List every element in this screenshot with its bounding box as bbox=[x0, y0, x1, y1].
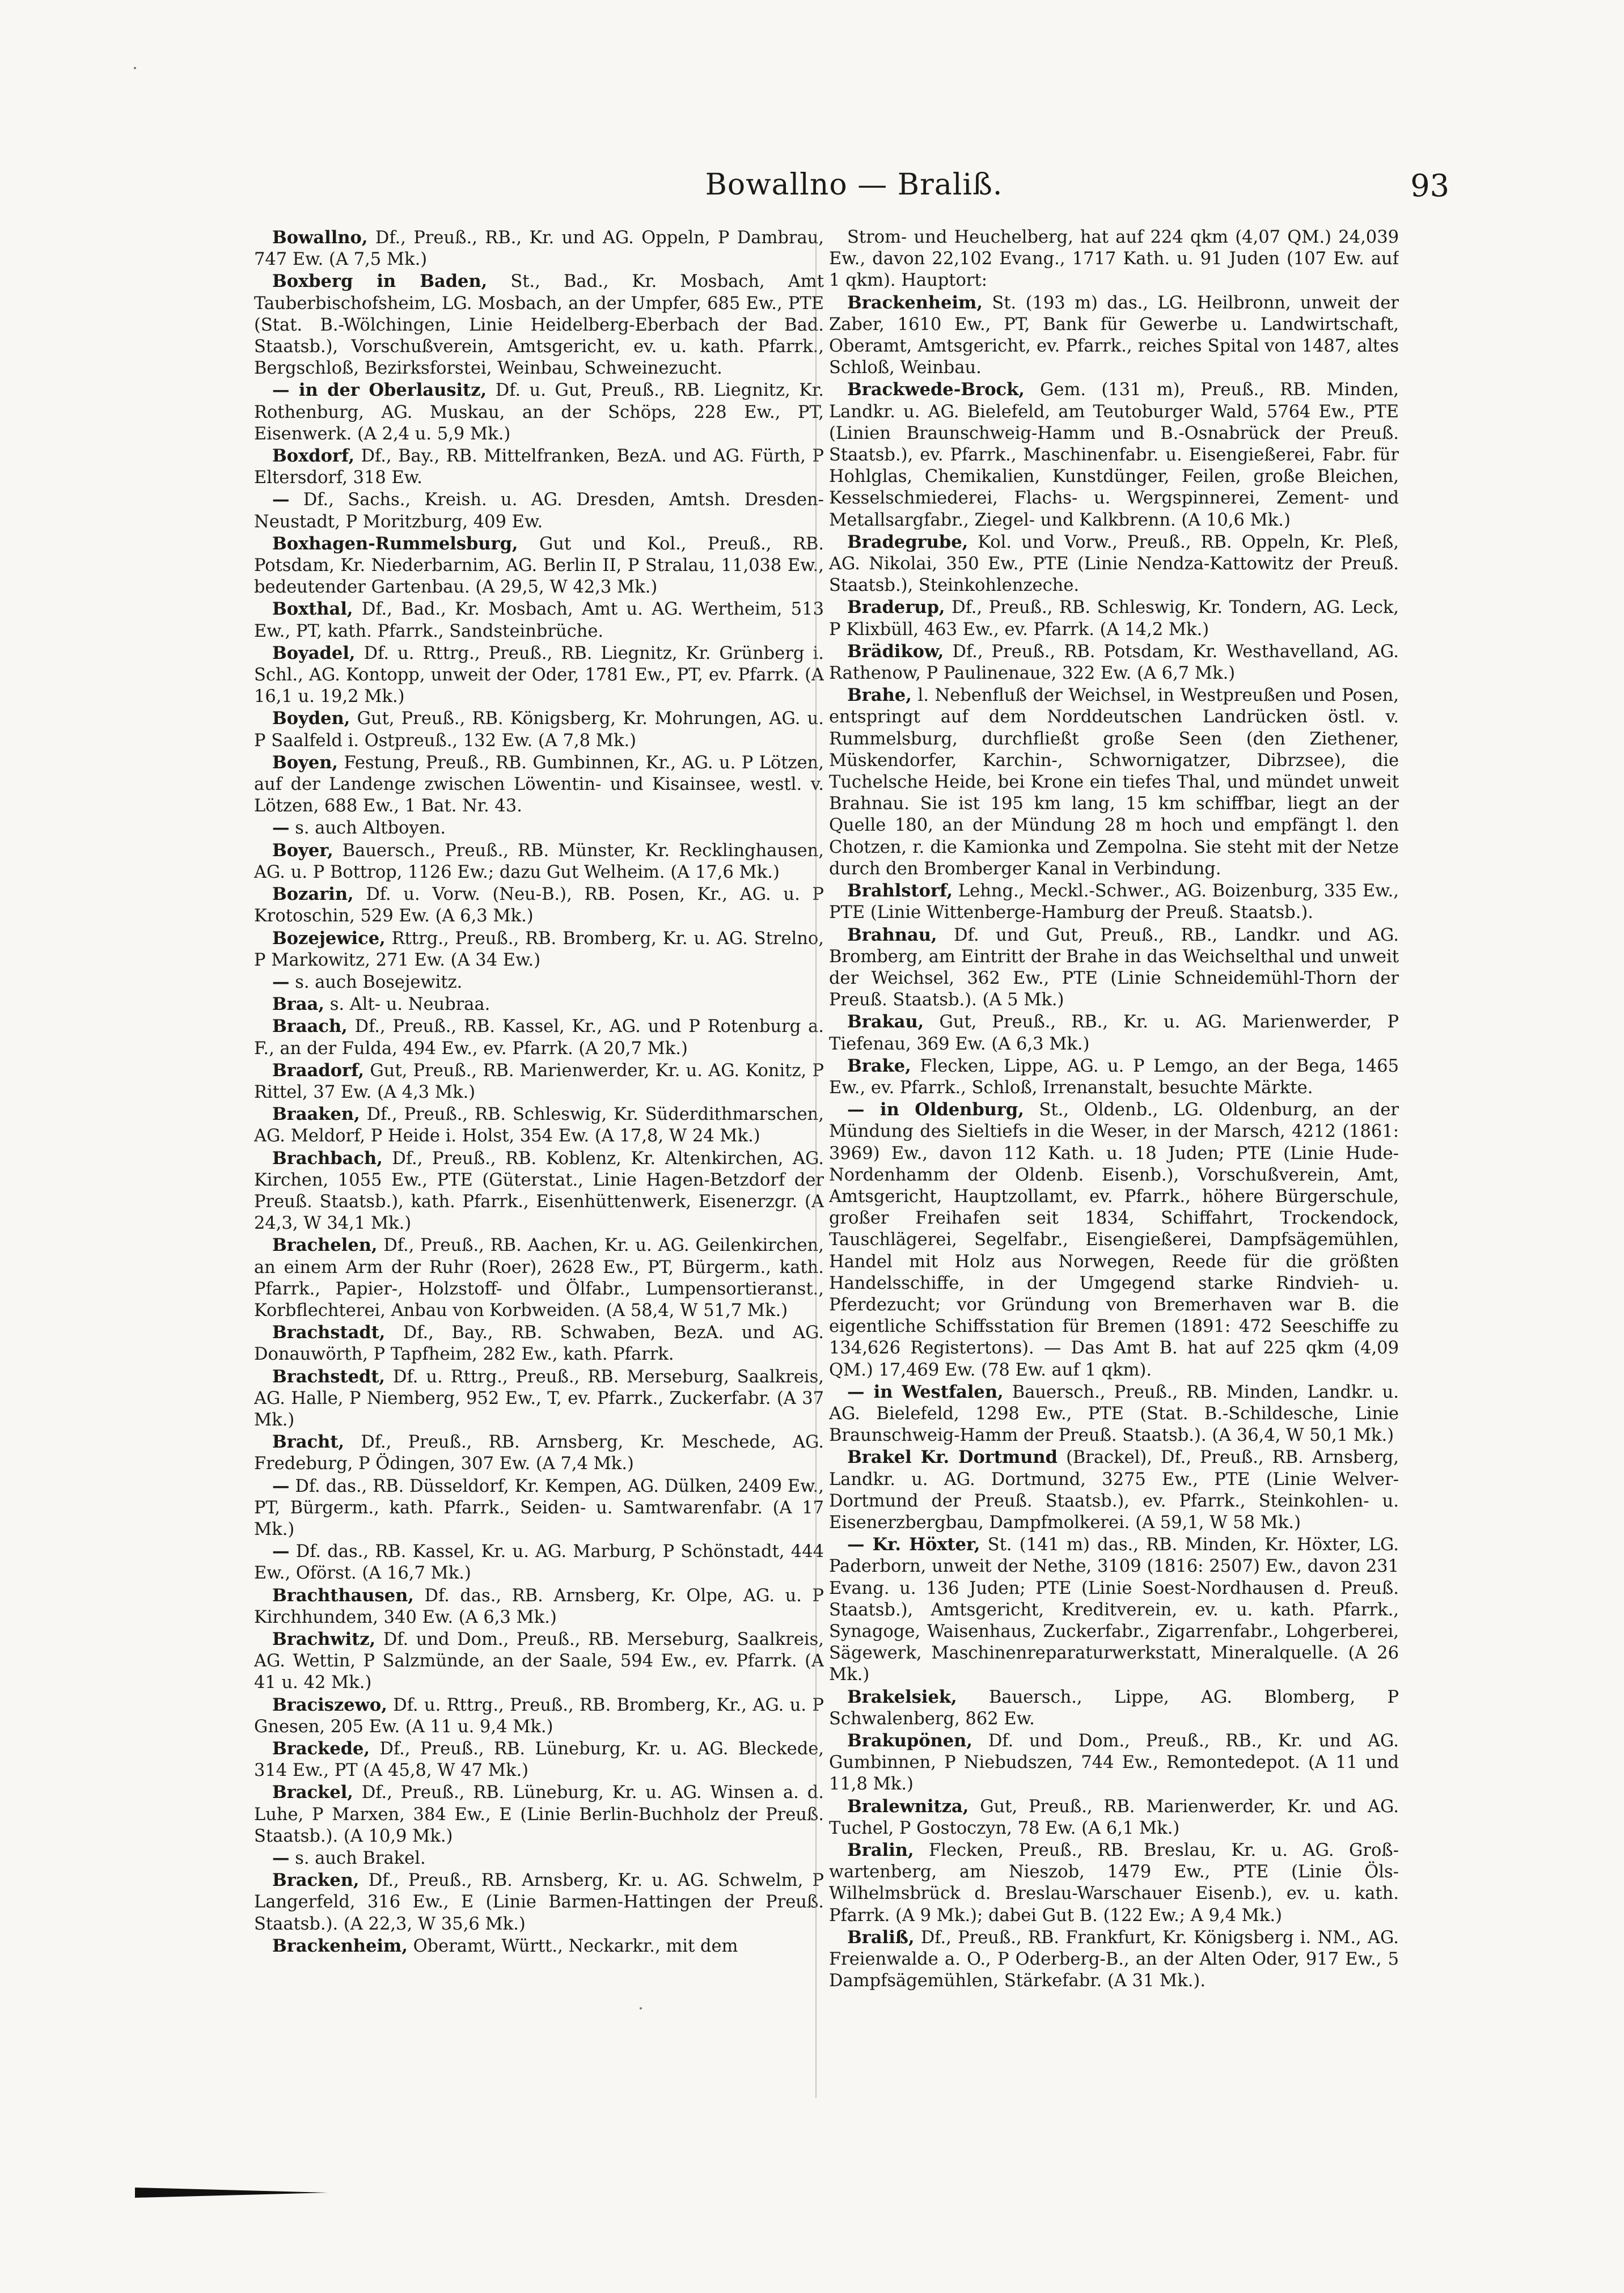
column-divider bbox=[815, 232, 817, 2098]
entry-headword: Brakel Kr. Dortmund bbox=[847, 1447, 1058, 1468]
dictionary-entry bbox=[829, 227, 1399, 292]
entry-headword: — bbox=[272, 1541, 290, 1562]
entry-headword: Brakupönen, bbox=[847, 1731, 972, 1752]
dictionary-entry bbox=[829, 924, 1399, 1012]
entry-headword: Boyen, bbox=[272, 752, 339, 773]
entry-text: Lehng., Meckl.-Schwer., AG. Boizenburg, 335 Ew., PTE (Linie Wittenberge-Hamburg der Preuß. Staatsb.). bbox=[829, 881, 1399, 923]
dictionary-entry bbox=[829, 1381, 1399, 1447]
entry-headword: Bracht, bbox=[272, 1432, 345, 1453]
entry-headword: Bracken, bbox=[272, 1870, 360, 1891]
pen-mark bbox=[135, 2188, 328, 2198]
entry-text: Gut, Preuß., RB. Marienwerder, Kr. und AG. Tuchel, P Gostoczyn, 78 Ew. (A 6,1 Mk.) bbox=[829, 1796, 1399, 1838]
entry-text: s. auch Brakel. bbox=[289, 1848, 426, 1869]
entry-headword: Brachthausen, bbox=[272, 1585, 414, 1606]
dictionary-entry bbox=[254, 1541, 824, 1584]
entry-headword: Brahnau, bbox=[847, 924, 937, 945]
entry-text: Flecken, Preuß., RB. Breslau, Kr. u. AG. Groß-wartenberg, am Nieszob, 1479 Ew., PTE (Linie Öls-Wilhelmsbrück d. Breslau-Warschauer Eisenb.), ev. u. kath. Pfarrk. (A 9 Mk.); dabei Gut B. (122 Ew.; A 9,4 Mk.) bbox=[829, 1841, 1399, 1926]
dictionary-entry bbox=[254, 971, 824, 993]
entry-headword: Boxthal, bbox=[272, 599, 353, 620]
dictionary-entry bbox=[829, 684, 1399, 880]
entry-text: Df., Preuß., RB. Arnsberg, Kr. Meschede, AG. Fredeburg, P Ödingen, 307 Ew. (A 7,4 Mk.) bbox=[254, 1432, 824, 1474]
dictionary-entry bbox=[829, 379, 1399, 531]
entry-text: s. Alt- u. Neubraa. bbox=[324, 995, 490, 1015]
dictionary-entry bbox=[254, 1738, 824, 1782]
dictionary-entry bbox=[829, 1534, 1399, 1686]
entry-headword: Bralewnitza, bbox=[847, 1796, 969, 1817]
entry-text: Df. und Dom., Preuß., RB., Kr. und AG. Gumbinnen, P Niebudszen, 744 Ew., Remontedepot. (A 11 und 11,8 Mk.) bbox=[829, 1731, 1399, 1795]
entry-headword: Braaken, bbox=[272, 1104, 360, 1125]
dictionary-entry bbox=[254, 533, 824, 599]
entry-headword: Boyden, bbox=[272, 708, 350, 729]
entry-text: Df. und Gut, Preuß., RB., Landkr. und AG. Bromberg, am Eintritt der Brahe in das Weichselthal und unweit der Weichsel, 362 Ew., PTE (Linie Schneidemühl-Thorn der Preuß. Staatsb.). (A 5 Mk.) bbox=[829, 925, 1399, 1010]
entry-text: Df. u. Vorw. (Neu-B.), RB. Posen, Kr., AG. u. P Krotoschin, 529 Ew. (A 6,3 Mk.) bbox=[254, 885, 824, 926]
entry-headword: Braa, bbox=[272, 994, 324, 1015]
dictionary-entry bbox=[829, 1839, 1399, 1927]
entry-text: Df. u. Rttrg., Preuß., RB. Bromberg, Kr., AG. u. P Gnesen, 205 Ew. (A 11 u. 9,4 Mk.) bbox=[254, 1695, 824, 1737]
dictionary-entry bbox=[254, 1694, 824, 1738]
entry-text: Df., Preuß., RB. Potsdam, Kr. Westhavelland, AG. Rathenow, P Paulinenaue, 322 Ew. (A 6,7 Mk.) bbox=[829, 641, 1399, 684]
entry-headword: Brachstedt, bbox=[272, 1366, 386, 1387]
dictionary-entry bbox=[254, 1628, 824, 1694]
dictionary-entry bbox=[254, 993, 824, 1016]
entry-text: Gut, Preuß., RB., Kr. u. AG. Marienwerder, P Tiefenau, 369 Ew. (A 6,3 Mk.) bbox=[829, 1012, 1399, 1054]
dictionary-entry bbox=[254, 928, 824, 971]
entry-text: Gem. (131 m), Preuß., RB. Minden, Landkr. u. AG. Bielefeld, am Teutoburger Wald, 5764 Ew., PTE (Linien Braunschweig-Hamm und B.-Osnabrück der Preuß. Staatsb.), ev. Pfarrk., Maschinenfabr. u. Eisengießerei, Fabr. für Hohlglas, Chemikalien, Kunstdünger, Feilen, große Bleichen, Kesselschmiederei, Flachs- u. Wergspinnerei, Zement- und Metallsargfabr., Ziegel- und Kalkbrenn. (A 10,6 Mk.) bbox=[829, 380, 1399, 530]
entry-headword: Brackenheim, bbox=[847, 292, 983, 313]
entry-headword: Brachbach, bbox=[272, 1148, 383, 1169]
dictionary-entry bbox=[829, 1927, 1399, 1992]
dictionary-entry bbox=[254, 1322, 824, 1365]
entry-text: Df., Bay., RB. Mittelfranken, BezA. und AG. Fürth, P Eltersdorf, 318 Ew. bbox=[254, 446, 824, 488]
entry-headword: — in der Oberlausitz, bbox=[272, 380, 487, 401]
dictionary-entry bbox=[254, 1869, 824, 1935]
entry-headword: Boxhagen-Rummelsburg, bbox=[272, 533, 518, 554]
entry-text: Df., Preuß., RB. Frankfurt, Kr. Königsberg i. NM., AG. Freienwalde a. O., P Oderberg-B., an der Alten Oder, 917 Ew., 5 Dampfsägemühlen, Stärkefabr. (A 31 Mk.). bbox=[829, 1927, 1399, 1991]
entry-text: s. auch Bosejewitz. bbox=[289, 972, 463, 992]
dictionary-entry bbox=[254, 227, 824, 270]
entry-text: Df. das., RB. Kassel, Kr. u. AG. Marburg, P Schönstadt, 444 Ew., Oförst. (A 16,7 Mk.) bbox=[254, 1542, 824, 1584]
entry-text: Df., Bad., Kr. Mosbach, Amt u. AG. Wertheim, 513 Ew., PT, kath. Pfarrk., Sandsteinbrüche. bbox=[254, 599, 824, 641]
entry-headword: Bradegrube, bbox=[847, 531, 969, 552]
dictionary-entry bbox=[254, 1782, 824, 1847]
dictionary-entry bbox=[829, 641, 1399, 684]
entry-headword: — bbox=[272, 1848, 290, 1869]
dictionary-entry bbox=[254, 840, 824, 883]
entry-headword: Boyadel, bbox=[272, 642, 356, 663]
entry-headword: — bbox=[272, 818, 290, 839]
dictionary-entry bbox=[254, 642, 824, 708]
entry-headword: Boyer, bbox=[272, 840, 333, 861]
entry-headword: Brackel, bbox=[272, 1782, 353, 1803]
entry-text: Bauersch., Preuß., RB. Münster, Kr. Recklinghausen, AG. u. P Bottrop, 1126 Ew.; dazu Gut Welheim. (A 17,6 Mk.) bbox=[254, 840, 824, 882]
entry-text: Df., Sachs., Kreish. u. AG. Dresden, Amtsh. Dresden-Neustadt, P Moritzburg, 409 Ew. bbox=[254, 490, 824, 532]
dictionary-entry bbox=[254, 1234, 824, 1322]
entry-text: Df. u. Rttrg., Preuß., RB. Liegnitz, Kr. Grünberg i. Schl., AG. Kontopp, unweit der Oder, 1781 Ew., PT, ev. Pfarrk. (A 16,1 u. 19,2 Mk.) bbox=[254, 643, 824, 707]
dictionary-entry bbox=[254, 1103, 824, 1147]
entry-text: Df. das., RB. Arnsberg, Kr. Olpe, AG. u. P Kirchhundem, 340 Ew. (A 6,3 Mk.) bbox=[254, 1585, 824, 1627]
entry-headword: Brakelsiek, bbox=[847, 1686, 957, 1707]
dictionary-entry bbox=[254, 489, 824, 532]
dictionary-entry bbox=[829, 1686, 1399, 1730]
dictionary-entry bbox=[254, 1060, 824, 1103]
dictionary-entry bbox=[254, 708, 824, 751]
dictionary-entry bbox=[254, 1148, 824, 1235]
dictionary-entry bbox=[829, 531, 1399, 597]
entry-headword: — Kr. Höxter, bbox=[847, 1534, 980, 1555]
entry-text: Kol. und Vorw., Preuß., RB. Oppeln, Kr. Pleß, AG. Nikolai, 350 Ew., PTE (Linie Nendza-Kattowitz der Preuß. Staatsb.), Steinkohlenzeche. bbox=[829, 532, 1399, 596]
entry-text: Gut, Preuß., RB. Marienwerder, Kr. u. AG. Konitz, P Rittel, 37 Ew. (A 4,3 Mk.) bbox=[254, 1060, 824, 1102]
dictionary-entry bbox=[254, 817, 824, 839]
entry-text: Df., Preuß., RB. Aachen, Kr. u. AG. Geilenkirchen, an einem Arm der Ruhr (Roer), 2628 Ew., PT, Bürgerm., kath. Pfarrk., Papier-, Holzstoff- und Ölfabr., Lumpensortieranst., Korbflechterei, Anbau von Korbweiden. (A 58,4, W 51,7 Mk.) bbox=[254, 1236, 824, 1321]
dictionary-entry bbox=[254, 1431, 824, 1475]
dictionary-entry bbox=[829, 1099, 1399, 1381]
entry-headword: Brachwitz, bbox=[272, 1629, 376, 1649]
dictionary-entry bbox=[829, 1055, 1399, 1099]
dictionary-entry bbox=[254, 1847, 824, 1869]
entry-text: St., Oldenb., LG. Oldenburg, an der Mündung des Sieltiefs in die Weser, in der Marsch, 4212 (1861: 3969) Ew., davon 112 Kath. u. 18 Juden; PTE (Linie Hude-Nordenhamm der Oldenb. Eisenb.), Vorschußverein, Amt, Amtsgericht, Hauptzollamt, ev. Pfarrk., höhere Bürgerschule, großer Freihafen seit 1834, Schiffahrt, Trockendock, Tauschlägerei, Segelfabr., Eisengießerei, Dampfsägemühlen, Handel mit Holz aus Norwegen, Reede für die größten Handelsschiffe, in der Umgegend starke Rindvieh- u. Pferdezucht; vor Gründung von Bremerhaven war B. die eigentliche Schiffsstation für Bremen (1891: 472 Seeschiffe zu 134,626 Registertons). — Das Amt B. hat auf 225 qkm (4,09 QM.) 17,469 Ew. (78 Ew. auf 1 qkm). bbox=[829, 1100, 1399, 1380]
dictionary-entry bbox=[254, 752, 824, 818]
entry-headword: Brachelen, bbox=[272, 1235, 378, 1256]
entry-headword: Brake, bbox=[847, 1055, 911, 1076]
entry-text: Flecken, Lippe, AG. u. P Lemgo, an der Bega, 1465 Ew., ev. Pfarrk., Schloß, Irrenanstalt, besuchte Märkte. bbox=[829, 1056, 1399, 1098]
speck bbox=[640, 2007, 642, 2009]
right-column bbox=[829, 227, 1399, 2166]
page-header bbox=[259, 168, 1449, 213]
dictionary-entry bbox=[254, 1366, 824, 1432]
entry-headword: Brakau, bbox=[847, 1012, 924, 1033]
dictionary-entry bbox=[829, 1446, 1399, 1534]
entry-text: St. (141 m) das., RB. Minden, Kr. Höxter, LG. Paderborn, unweit der Nethe, 3109 (1816: 2507) Ew., davon 231 Evang. u. 136 Juden; PTE (Linie Soest-Nordhausen d. Preuß. Staatsb.), Amtsgericht, Kreditverein, ev. u. kath. Pfarrk., Synagoge, Waisenhaus, Zuckerfabr., Zigarrenfabr., Lohgerberei, Sägewerk, Maschinenreparaturwerkstatt, Mineralquelle. (A 26 Mk.) bbox=[829, 1535, 1399, 1685]
entry-headword: Braach, bbox=[272, 1016, 348, 1037]
dictionary-entry bbox=[829, 880, 1399, 924]
entry-headword: Boxberg in Baden, bbox=[272, 271, 488, 292]
entry-text: Df. und Dom., Preuß., RB. Merseburg, Saalkreis, AG. Wettin, P Salzmünde, an der Saale, 594 Ew., ev. Pfarrk. (A 41 u. 42 Mk.) bbox=[254, 1630, 824, 1693]
speck bbox=[134, 67, 136, 69]
dictionary-entry bbox=[254, 270, 824, 379]
entry-text: Df., Preuß., RB. Schleswig, Kr. Tondern, AG. Leck, P Klixbüll, 463 Ew., ev. Pfarrk. (A 14,2 Mk.) bbox=[829, 598, 1399, 640]
entry-headword: Brackenheim, bbox=[272, 1935, 408, 1956]
entry-text: St. (193 m) das., LG. Heilbronn, unweit der Zaber, 1610 Ew., PT, Bank für Gewerbe u. Landwirtschaft, Oberamt, Amtsgericht, ev. Pfarrk., reiches Spital von 1487, altes Schloß, Weinbau. bbox=[829, 293, 1399, 378]
entry-text: Df., Preuß., RB. Koblenz, Kr. Altenkirchen, AG. Kirchen, 1055 Ew., PTE (Güterstat., Linie Hagen-Betzdorf der Preuß. Staatsb.), kath. Pfarrk., Eisenhüttenwerk, Eisenerzgr. (A 24,3, W 34,1 Mk.) bbox=[254, 1148, 824, 1234]
entry-text: Bauersch., Preuß., RB. Minden, Landkr. u. AG. Bielefeld, 1298 Ew., PTE (Stat. B.-Schildesche, Linie Braunschweig-Hamm der Preuß. Staatsb.). (A 36,4, W 50,1 Mk.) bbox=[829, 1382, 1399, 1446]
entry-text: Rttrg., Preuß., RB. Bromberg, Kr. u. AG. Strelno, P Markowitz, 271 Ew. (A 34 Ew.) bbox=[254, 928, 824, 970]
entry-headword: Bozejewice, bbox=[272, 928, 386, 949]
entry-text: (Brackel), Df., Preuß., RB. Arnsberg, Landkr. u. AG. Dortmund, 3275 Ew., PTE (Linie Welver-Dortmund der Preuß. Staatsb.), ev. Pfarrk., Steinkohlen- u. Eisenerzbergbau, Dampfmolkerei. (A 59,1, W 58 Mk.) bbox=[829, 1448, 1399, 1533]
entry-headword: Brahlstorf, bbox=[847, 881, 953, 902]
entry-text: Gut und Kol., Preuß., RB. Potsdam, Kr. Niederbarnim, AG. Berlin II, P Stralau, 11,038 Ew., bedeutender Gartenbau. (A 29,5, W 42,3 Mk.) bbox=[254, 534, 824, 598]
entry-headword: — bbox=[272, 489, 290, 510]
entry-text: Df. das., RB. Düsseldorf, Kr. Kempen, AG. Dülken, 2409 Ew., PT, Bürgerm., kath. Pfarrk., Seiden- u. Samtwarenfabr. (A 17 Mk.) bbox=[254, 1476, 824, 1539]
dictionary-entry bbox=[254, 1935, 824, 1957]
entry-headword: Brackwede-Brock, bbox=[847, 379, 1025, 400]
page-number: 93 bbox=[1410, 168, 1449, 204]
running-title: Bowallno — Braliß. bbox=[705, 168, 1003, 202]
entry-headword: Bowallno, bbox=[272, 227, 368, 248]
entry-text: Gut, Preuß., RB. Königsberg, Kr. Mohrungen, AG. u. P Saalfeld i. Ostpreuß., 132 Ew. (A 7,8 Mk.) bbox=[254, 709, 824, 751]
entry-headword: Bozarin, bbox=[272, 884, 354, 905]
entry-text: s. auch Altboyen. bbox=[289, 818, 446, 839]
dictionary-entry bbox=[254, 598, 824, 642]
entry-headword: Braliß, bbox=[847, 1927, 915, 1948]
entry-headword: Brahe, bbox=[847, 685, 912, 706]
entry-headword: Bralin, bbox=[847, 1840, 914, 1861]
entry-headword: Braadorf, bbox=[272, 1060, 365, 1081]
entry-text: Strom- und Heuchelberg, hat auf 224 qkm (4,07 QM.) 24,039 Ew., davon 22,102 Evang., 1717 Kath. u. 91 Juden (107 Ew. auf 1 qkm). Hauptort: bbox=[829, 227, 1399, 291]
dictionary-entry bbox=[254, 379, 824, 445]
dictionary-entry bbox=[254, 1016, 824, 1059]
entry-headword: — in Oldenburg, bbox=[847, 1099, 1024, 1120]
dictionary-entry bbox=[254, 883, 824, 927]
entry-text: Oberamt, Württ., Neckarkr., mit dem bbox=[407, 1936, 738, 1956]
entry-text: Df. u. Gut, Preuß., RB. Liegnitz, Kr. Rothenburg, AG. Muskau, an der Schöps, 228 Ew., PT, Eisenwerk. (A 2,4 u. 5,9 Mk.) bbox=[254, 380, 824, 444]
entry-text: l. Nebenfluß der Weichsel, in Westpreußen und Posen, entspringt auf dem Norddeutschen Landrücken östl. v. Rummelsburg, durchfließt große Seen (den Ziethener, Müskendorfer, Karchin-, Schwornigatzer, Dibrzsee), die Tuchelsche Heide, bei Krone ein tiefes Thal, und mündet unweit Brahnau. Sie ist 195 km lang, 15 km schiffbar, liegt an der Quelle 180, an der Mündung 28 m hoch und empfängt l. den Chotzen, r. die Kamionka und Zempolna. Sie steht mit der Netze durch den Bromberger Kanal in Verbindung. bbox=[829, 686, 1399, 879]
entry-text: Festung, Preuß., RB. Gumbinnen, Kr., AG. u. P Lötzen, auf der Landenge zwischen Löwentin- und Kisainsee, westl. v. Lötzen, 688 Ew., 1 Bat. Nr. 43. bbox=[254, 752, 824, 816]
entry-headword: — bbox=[272, 971, 290, 992]
entry-text: Df., Preuß., RB. Lüneburg, Kr. u. AG. Winsen a. d. Luhe, P Marxen, 384 Ew., E (Linie Berlin-Buchholz der Preuß. Staatsb.). (A 10,9 Mk.) bbox=[254, 1783, 824, 1846]
dictionary-entry bbox=[254, 445, 824, 489]
entry-headword: Brackede, bbox=[272, 1738, 370, 1759]
entry-headword: Brädikow, bbox=[847, 641, 944, 662]
dictionary-entry bbox=[829, 292, 1399, 379]
entry-text: Df., Preuß., RB. Arnsberg, Kr. u. AG. Schwelm, P Langerfeld, 316 Ew., E (Linie Barmen-Hattingen der Preuß. Staatsb.). (A 22,3, W 35,6 Mk.) bbox=[254, 1871, 824, 1934]
dictionary-entry bbox=[254, 1585, 824, 1628]
entry-text: Df., Preuß., RB. Schleswig, Kr. Süderdithmarschen, AG. Meldorf, P Heide i. Holst, 354 Ew. (A 17,8, W 24 Mk.) bbox=[254, 1105, 824, 1146]
entry-headword: — in Westfalen, bbox=[847, 1381, 1004, 1402]
entry-text: Bauersch., Lippe, AG. Blomberg, P Schwalenberg, 862 Ew. bbox=[829, 1687, 1399, 1729]
entry-text: St., Bad., Kr. Mosbach, Amt Tauberbischofsheim, LG. Mosbach, an der Umpfer, 685 Ew., PTE (Stat. B.-Wölchingen, Linie Heidelberg-Eberbach der Bad. Staatsb.), Vorschußverein, Amtsgericht, ev. u. kath. Pfarrk., Bergschloß, Bezirksforstei, Weinbau, Schweinezucht. bbox=[254, 272, 824, 379]
dictionary-entry bbox=[829, 596, 1399, 640]
dictionary-entry bbox=[254, 1475, 824, 1541]
dictionary-entry bbox=[829, 1011, 1399, 1055]
entry-headword: — bbox=[272, 1475, 290, 1496]
entry-headword: Braciszewo, bbox=[272, 1694, 387, 1715]
entry-text: Df., Bay., RB. Schwaben, BezA. und AG. Donauwörth, P Tapfheim, 282 Ew., kath. Pfarrk. bbox=[254, 1323, 824, 1365]
entry-text: Df., Preuß., RB. Lüneburg, Kr. u. AG. Bleckede, 314 Ew., PT (A 45,8, W 47 Mk.) bbox=[254, 1739, 824, 1781]
dictionary-entry bbox=[829, 1796, 1399, 1839]
entry-text: Df., Preuß., RB., Kr. und AG. Oppeln, P Dambrau, 747 Ew. (A 7,5 Mk.) bbox=[254, 228, 824, 270]
entry-text: Df., Preuß., RB. Kassel, Kr., AG. und P Rotenburg a. F., an der Fulda, 494 Ew., ev. Pfarrk. (A 20,7 Mk.) bbox=[254, 1017, 824, 1059]
entry-headword: Boxdorf, bbox=[272, 446, 355, 467]
dictionary-entry bbox=[829, 1730, 1399, 1796]
entry-text: Df. u. Rttrg., Preuß., RB. Merseburg, Saalkreis, AG. Halle, P Niemberg, 952 Ew., T, ev. Pfarrk., Zuckerfabr. (A 37 Mk.) bbox=[254, 1367, 824, 1430]
entry-headword: Brachstadt, bbox=[272, 1322, 386, 1343]
left-column bbox=[254, 227, 824, 2166]
entry-headword: Braderup, bbox=[847, 597, 945, 618]
